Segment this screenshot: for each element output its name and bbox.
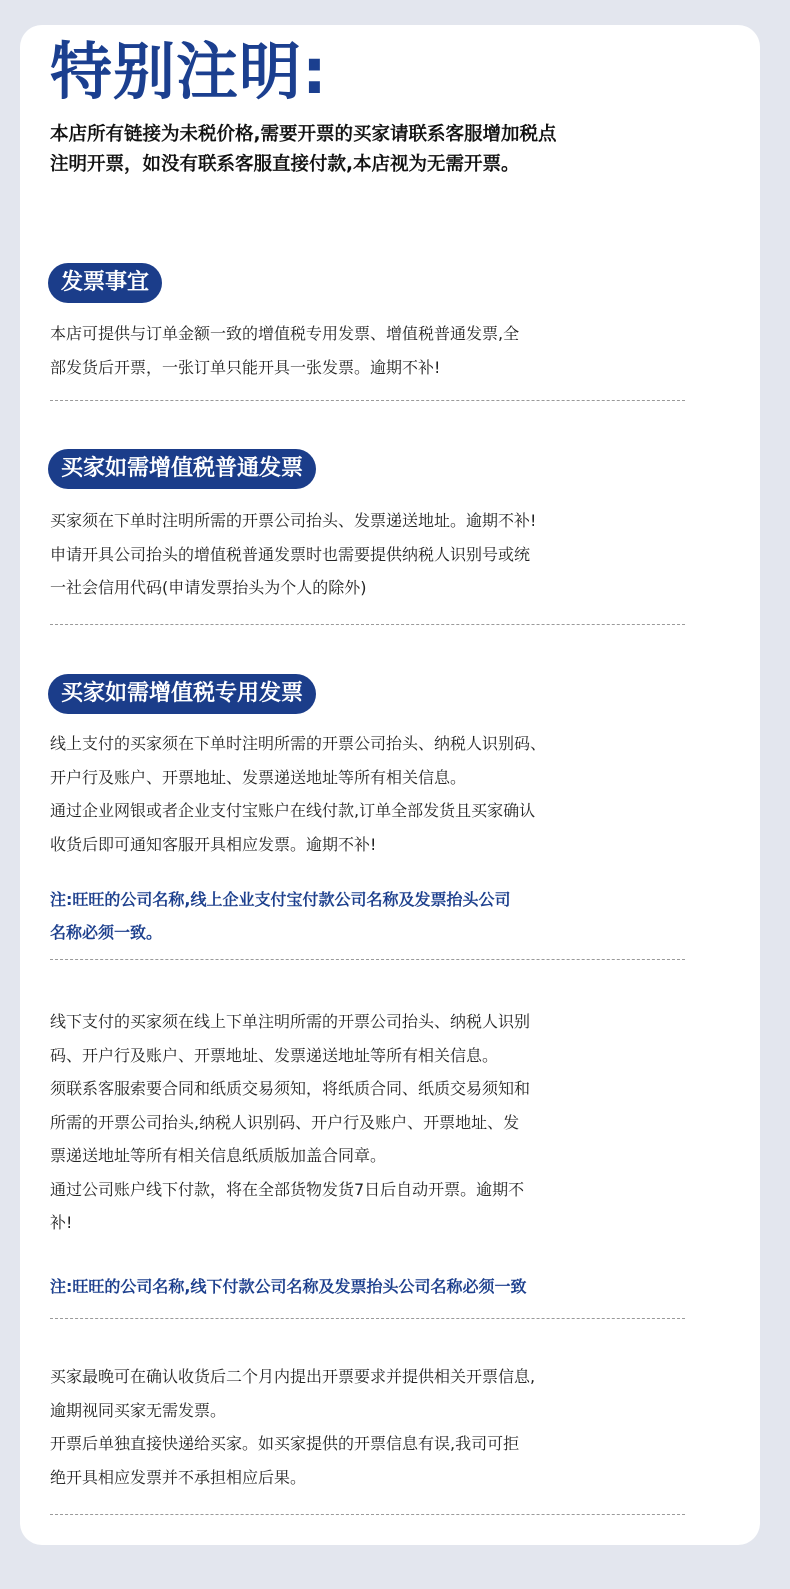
paragraph-line: 本店可提供与订单金额一致的增值税专用发票、增值税普通发票,全 <box>50 324 520 343</box>
paragraph-line: 所需的开票公司抬头,纳税人识别码、开户行及账户、开票地址、发 <box>50 1112 520 1132</box>
online-payment-note <box>50 883 510 949</box>
paragraph-line: 通过企业网银或者企业支付宝账户在线付款,订单全部发货且买家确认 <box>50 801 536 820</box>
dashed-divider <box>50 624 685 625</box>
paragraph-line: 线下支付的买家须在线上下单注明所需的开票公司抬头、纳税人识别 <box>50 1012 531 1031</box>
intro-line: 本店所有链接为未税价格,需要开票的买家请联系客服增加税点 <box>50 124 557 145</box>
note-line: 注:旺旺的公司名称,线上企业支付宝付款公司名称及发票抬头公司 <box>50 890 511 909</box>
section-badge-special-vat-invoice: 买家如需增值税专用发票 <box>48 674 316 714</box>
paragraph-line: 买家最晚可在确认收货后二个月内提出开票要求并提供相关开票信息, <box>50 1367 536 1386</box>
dashed-divider <box>50 400 685 401</box>
special-vat-paragraph <box>50 727 546 861</box>
paragraph-line: 码、开户行及账户、开票地址、发票递送地址等所有相关信息。 <box>50 1045 499 1065</box>
offline-payment-note: 注:旺旺的公司名称,线下付款公司名称及发票抬头公司名称必须一致 <box>50 1277 527 1296</box>
paragraph-line: 票递送地址等所有相关信息纸质版加盖合同章。 <box>50 1146 387 1165</box>
paragraph-line: 买家须在下单时注明所需的开票公司抬头、发票递送地址。逾期不补! <box>50 511 537 530</box>
paragraph-line: 开户行及账户、开票地址、发票递送地址等所有相关信息。 <box>50 767 467 787</box>
paragraph-line: 收货后即可通知客服开具相应发票。逾期不补! <box>50 834 377 854</box>
paragraph-line: 部发货后开票，一张订单只能开具一张发票。逾期不补! <box>50 357 441 377</box>
note-line: 名称必须一致。 <box>50 923 163 942</box>
paragraph-line: 绝开具相应发票并不承担相应后果。 <box>50 1467 307 1487</box>
dashed-divider <box>50 959 685 960</box>
paragraph-line: 线上支付的买家须在下单时注明所需的开票公司抬头、纳税人识别码、 <box>50 734 547 753</box>
paragraph-line: 逾期视同买家无需发票。 <box>50 1400 227 1420</box>
section-badge-ordinary-vat-invoice: 买家如需增值税普通发票 <box>48 449 316 489</box>
section-badge-invoice-matters: 发票事宜 <box>48 263 162 303</box>
intro-paragraph <box>50 120 557 180</box>
paragraph-line: 开票后单独直接快递给买家。如买家提供的开票信息有误,我司可拒 <box>50 1434 520 1453</box>
dashed-divider <box>50 1318 685 1319</box>
page-title: 特别注明: <box>50 35 328 108</box>
offline-payment-paragraph <box>50 1005 530 1240</box>
paragraph-line: 通过公司账户线下付款，将在全部货物发货7日后自动开票。逾期不 <box>50 1179 525 1199</box>
paragraph-line: 申请开具公司抬头的增值税普通发票时也需要提供纳税人识别号或统 <box>50 544 531 564</box>
intro-line: 注明开票，如没有联系客服直接付款,本店视为无需开票。 <box>50 154 520 175</box>
paragraph-line: 须联系客服索要合同和纸质交易须知，将纸质合同、纸质交易须知和 <box>50 1079 531 1098</box>
deadline-paragraph <box>50 1360 535 1494</box>
invoice-matters-paragraph <box>50 317 519 384</box>
ordinary-vat-paragraph <box>50 504 536 605</box>
paragraph-line: 补! <box>50 1213 73 1232</box>
dashed-divider <box>50 1514 685 1515</box>
paragraph-line: 一社会信用代码(申请发票抬头为个人的除外) <box>50 578 367 597</box>
